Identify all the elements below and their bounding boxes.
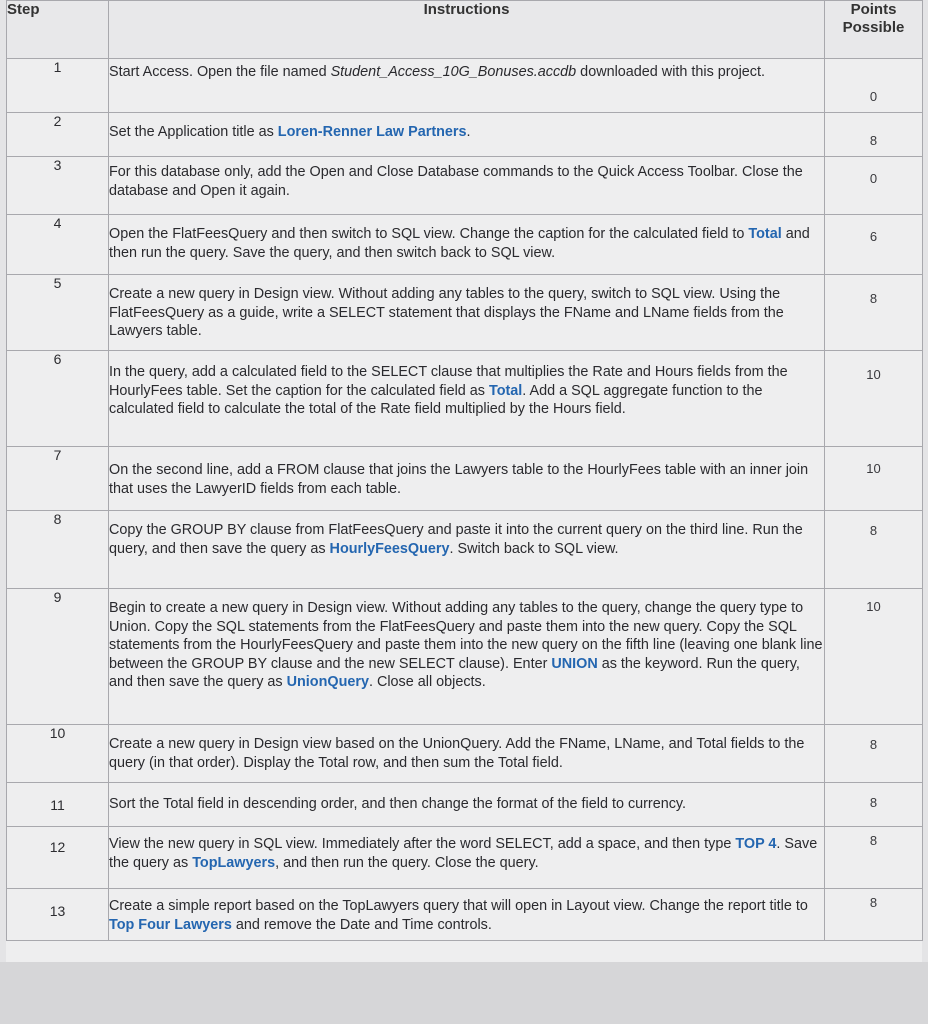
step-number: 4 — [7, 215, 109, 275]
table-row — [7, 589, 923, 725]
highlighted-term: TopLawyers — [192, 854, 276, 871]
instruction-text-part: . Close all objects. — [368, 674, 486, 690]
table-row — [7, 157, 923, 215]
instruction-text: Create a new query in Design view. Without adding any tables to the query, switch to SQL view. Using the FlatFeesQuery as a guide, write a SELECT statement that displays the FName and LName fields from the Lawyers table. — [109, 275, 825, 351]
step-number: 11 — [7, 783, 109, 827]
instructions-column-header: Instructions — [109, 1, 825, 59]
highlighted-term: UNION — [551, 655, 598, 672]
points-value: 10 — [825, 351, 923, 447]
points-value: 8 — [825, 783, 923, 827]
table-row — [7, 889, 923, 941]
instruction-text — [109, 827, 825, 889]
instruction-text — [109, 889, 825, 941]
step-number: 5 — [7, 275, 109, 351]
step-number: 3 — [7, 157, 109, 215]
table-header-row — [7, 1, 923, 59]
points-value: 8 — [825, 827, 923, 889]
instruction-text-part: and then run the query. Save the query, and then switch back to SQL view. — [109, 226, 810, 261]
instruction-text — [109, 59, 825, 113]
instruction-text-part: Copy the GROUP BY clause from FlatFeesQuery and paste it into the current query on the third line. Run the query, and then save the query as — [109, 522, 803, 557]
points-value: 8 — [825, 725, 923, 783]
table-row — [7, 783, 923, 827]
points-value: 8 — [825, 113, 923, 157]
instruction-text-part: In the query, add a calculated field to the SELECT clause that multiplies the Rate and Hours fields from the HourlyFees table. Set the caption for the calculated field as — [109, 364, 788, 399]
highlighted-term: TOP 4 — [735, 836, 777, 852]
instruction-text-part: . — [466, 124, 471, 140]
table-row — [7, 725, 923, 783]
points-value: 0 — [825, 157, 923, 215]
instruction-text: Create a new query in Design view based on the UnionQuery. Add the FName, LName, and Total fields to the query (in that order). Display the Total row, and then sum the Total field. — [109, 725, 825, 783]
instruction-text: Sort the Total field in descending order, and then change the format of the field to currency. — [109, 783, 825, 827]
step-column-header: Step — [7, 1, 109, 59]
instruction-text — [109, 511, 825, 589]
highlighted-term: Total — [488, 382, 523, 399]
points-value: 8 — [825, 511, 923, 589]
instruction-text: On the second line, add a FROM clause that joins the Lawyers table to the HourlyFees table with an inner join that uses the LawyerID fields from each table. — [109, 447, 825, 511]
table-row — [7, 447, 923, 511]
instruction-text-part: and remove the Date and Time controls. — [231, 916, 492, 933]
step-number: 9 — [7, 589, 109, 725]
points-value: 10 — [825, 447, 923, 511]
file-name: Student_Access_10G_Bonuses.accdb — [330, 64, 577, 80]
instruction-text — [109, 351, 825, 447]
instruction-text-part: Set the Application title as — [109, 124, 278, 140]
instruction-text: For this database only, add the Open and Close Database commands to the Quick Access Toolbar. Close the database and Open it again. — [109, 157, 825, 215]
step-number: 1 — [7, 59, 109, 113]
step-number: 13 — [7, 889, 109, 941]
table-row — [7, 275, 923, 351]
table-row — [7, 351, 923, 447]
instruction-text-part: as the keyword. Run the query, and then save the query as — [109, 655, 800, 690]
step-number: 6 — [7, 351, 109, 447]
instruction-text-part: . Save the query as — [109, 836, 818, 871]
instruction-text-part: downloaded with this project. — [576, 64, 765, 80]
table-row — [7, 113, 923, 157]
table-row — [7, 215, 923, 275]
step-number: 7 — [7, 447, 109, 511]
points-value: 0 — [825, 59, 923, 113]
instruction-text-part: . Switch back to SQL view. — [449, 540, 619, 557]
instruction-text-part: Start Access. Open the file named — [109, 64, 331, 80]
table-row — [7, 59, 923, 113]
step-number: 10 — [7, 725, 109, 783]
step-number: 12 — [7, 827, 109, 889]
instruction-text — [109, 113, 825, 157]
instruction-text — [109, 215, 825, 275]
instructions-table — [6, 0, 923, 941]
table-row — [7, 827, 923, 889]
points-value: 10 — [825, 589, 923, 725]
highlighted-term: HourlyFeesQuery — [329, 540, 450, 557]
points-column-header: Points Possible — [825, 1, 923, 59]
points-value: 8 — [825, 889, 923, 941]
highlighted-term: UnionQuery — [286, 674, 369, 690]
points-value: 6 — [825, 215, 923, 275]
points-value: 8 — [825, 275, 923, 351]
instruction-text-part: , and then run the query. Close the query. — [275, 854, 539, 871]
instruction-text-part: Create a simple report based on the TopLawyers query that will open in Layout view. Change the report title to — [109, 898, 808, 914]
step-number: 8 — [7, 511, 109, 589]
table-row — [7, 511, 923, 589]
highlighted-term: Top Four Lawyers — [109, 916, 232, 933]
instruction-text-part: Begin to create a new query in Design view. Without adding any tables to the query, change the query type to Union. Copy the SQL statements from the FlatFeesQuery and paste them into the new query. Copy the SQL statements from the HourlyFeesQuery and paste them into the new query on the fifth line (leaving one blank line between the GROUP BY clause and the new SELECT clause). Enter — [109, 600, 823, 672]
instruction-text-part: Open the FlatFeesQuery and then switch to SQL view. Change the caption for the calculated field to — [109, 226, 749, 242]
instruction-text-part: View the new query in SQL view. Immediately after the word SELECT, add a space, and then type — [109, 836, 736, 852]
instruction-text — [109, 589, 825, 725]
background-area — [0, 962, 928, 1024]
step-number: 2 — [7, 113, 109, 157]
highlighted-term: Loren-Renner Law Partners — [277, 124, 467, 140]
instruction-text-part: . Add a SQL aggregate function to the calculated field to calculate the total of the Rate field multiplied by the Hours field. — [109, 382, 763, 417]
highlighted-term: Total — [748, 226, 782, 242]
